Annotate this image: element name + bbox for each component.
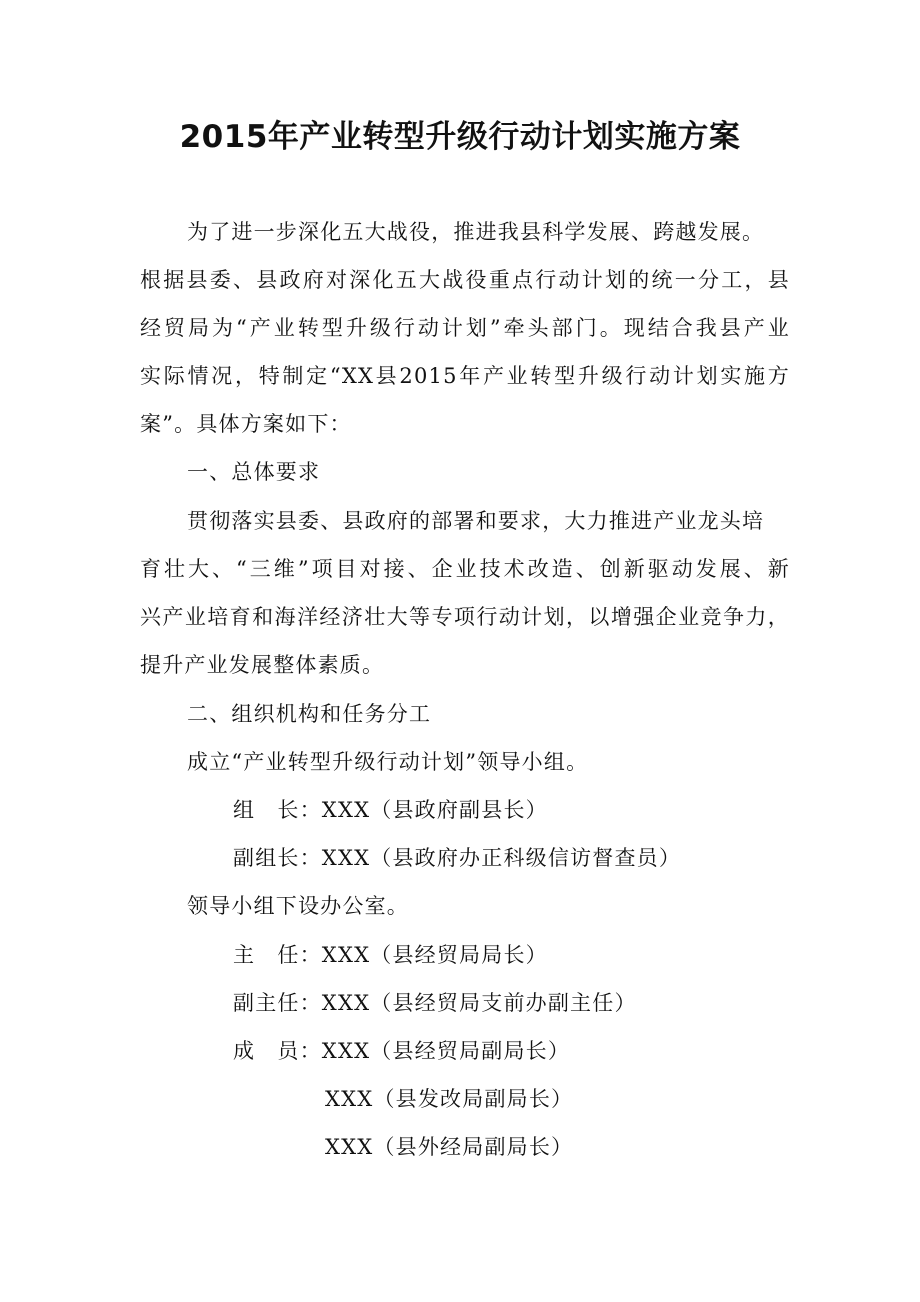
office-member-2: XXX（县发改局副局长）	[325, 1087, 574, 1111]
office-deputy-director: 副主任：XXX（县经贸局支前办副主任）	[233, 991, 637, 1015]
office-member-3: XXX（县外经局副局长）	[325, 1135, 574, 1159]
section-1-line-4: 提升产业发展整体素质。	[140, 653, 385, 677]
intro-line-5: 案”。具体方案如下：	[140, 412, 352, 436]
section-1-line-1: 贯彻落实县委、县政府的部署和要求，大力推进产业龙头培	[187, 509, 765, 533]
office-intro: 领导小组下设办公室。	[187, 894, 409, 918]
office-member-1: 成 员：XXX（县经贸局副局长）	[233, 1039, 571, 1063]
section-1-line-3: 兴产业培育和海洋经济壮大等专项行动计划，以增强企业竞争力，	[140, 605, 790, 629]
intro-line-2: 根据县委、县政府对深化五大战役重点行动计划的统一分工，县	[140, 268, 790, 292]
section-1-line-2: 育壮大、“三维”项目对接、企业技术改造、创新驱动发展、新	[140, 557, 790, 581]
intro-line-4: 实际情况，特制定“XX县2015年产业转型升级行动计划实施方	[140, 364, 790, 388]
document-title: 2015年产业转型升级行动计划实施方案	[179, 119, 741, 155]
intro-line-3: 经贸局为“产业转型升级行动计划”牵头部门。现结合我县产业	[140, 316, 790, 340]
intro-line-1: 为了进一步深化五大战役，推进我县科学发展、跨越发展。	[187, 220, 765, 244]
group-deputy-leader: 副组长：XXX（县政府办正科级信访督查员）	[233, 846, 682, 870]
section-1-heading: 一、总体要求	[187, 460, 321, 484]
group-leader: 组 长：XXX（县政府副县长）	[233, 798, 548, 822]
office-director: 主 任：XXX（县经贸局局长）	[233, 943, 548, 967]
group-intro: 成立“产业转型升级行动计划”领导小组。	[187, 750, 589, 774]
section-2-heading: 二、组织机构和任务分工	[187, 702, 432, 726]
